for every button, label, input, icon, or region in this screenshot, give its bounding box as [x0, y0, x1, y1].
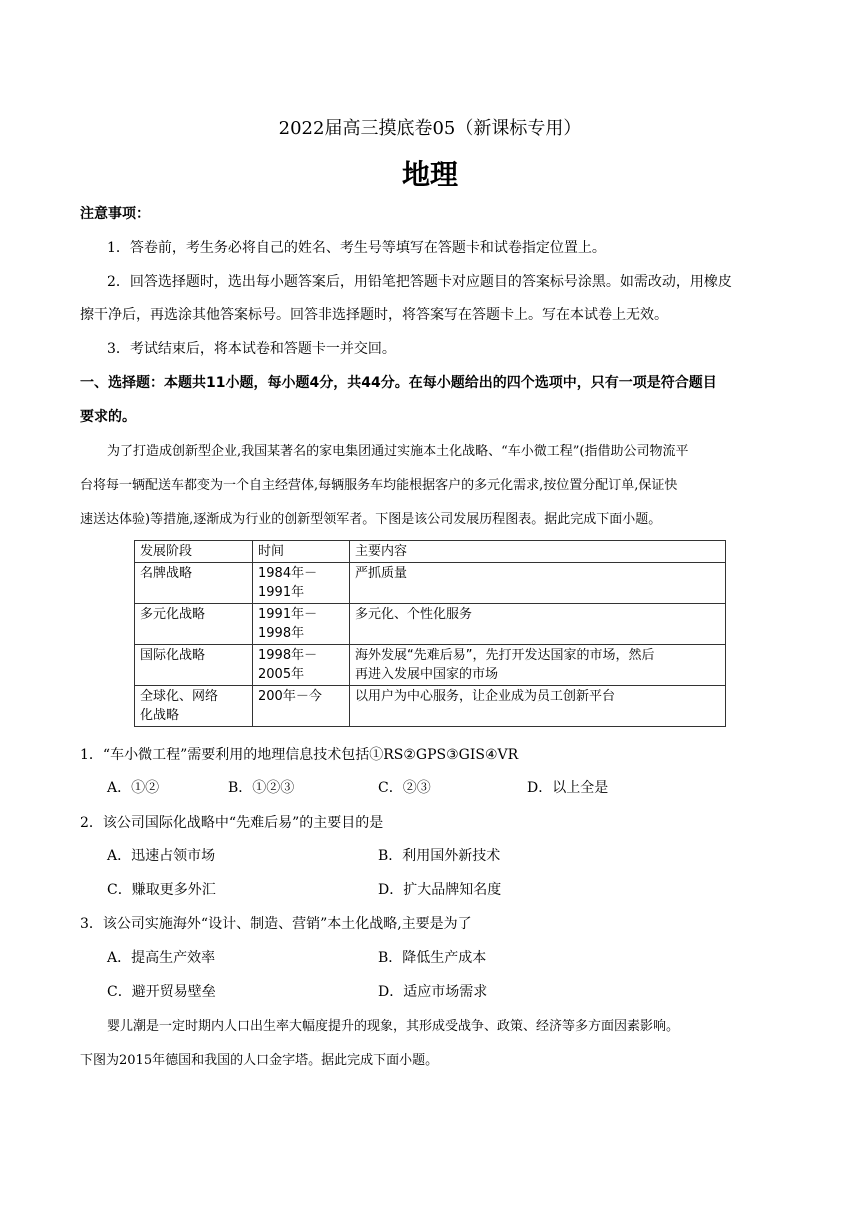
passage-2-line-1: 婴儿潮是一定时期内人口出生率大幅度提升的现象，其形成受战争、政策、经济等多方面因素影响。 — [107, 1019, 680, 1034]
table-cell-content: 多元化、个性化服务 — [350, 604, 726, 645]
passage-2-line-2: 下图为2015年德国和我国的人口金字塔。据此完成下面小题。 — [80, 1053, 439, 1068]
table-cell-stage: 全球化、网络 化战略 — [135, 686, 253, 727]
passage-1-line-1: 为了打造成创新型企业,我国某著名的家电集团通过实施本土化战略、“车小微工程”(指借助公司物流平 — [107, 444, 689, 459]
section-heading-line-1: 一、选择题：本题共11小题，每小题4分，共44分。在每小题给出的四个选项中，只有一项是符合题目 — [80, 375, 717, 391]
notice-heading: 注意事项： — [80, 206, 150, 222]
question-2-stem: 2．该公司国际化战略中“先难后易”的主要目的是 — [80, 815, 384, 831]
table-cell-time: 200年－今 — [253, 686, 350, 727]
notice-item-3: 3．考试结束后，将本试卷和答题卡一并交回。 — [107, 341, 396, 357]
question-2-option-d[interactable]: D．扩大品牌知名度 — [378, 882, 502, 898]
table-cell-stage: 名牌战略 — [135, 563, 253, 604]
table-cell-stage: 国际化战略 — [135, 645, 253, 686]
passage-1-line-3: 速送达体验)等措施,逐渐成为行业的创新型领军者。下图是该公司发展历程图表。据此完成下面小题。 — [80, 512, 662, 527]
table-row — [135, 645, 726, 686]
question-3-option-b[interactable]: B．降低生产成本 — [378, 950, 487, 966]
exam-title: 2022届高三摸底卷05（新课标专用） — [278, 118, 582, 139]
notice-item-2-line-1: 2．回答选择题时，选出每小题答案后，用铅笔把答题卡对应题目的答案标号涂黑。如需改动，用橡皮 — [107, 274, 732, 290]
table-header-cell: 主要内容 — [350, 541, 726, 563]
question-1-option-d[interactable]: D．以上全是 — [527, 780, 609, 796]
question-2-option-b[interactable]: B．利用国外新技术 — [378, 848, 501, 864]
question-1-option-c[interactable]: C．②③ — [378, 780, 431, 796]
passage-1-line-2: 台将每一辆配送车都变为一个自主经营体,每辆服务车均能根据客户的多元化需求,按位置分配订单,保证快 — [80, 478, 678, 493]
table-cell-time: 1984年－ 1991年 — [253, 563, 350, 604]
table-row — [135, 563, 726, 604]
table-cell-content: 严抓质量 — [350, 563, 726, 604]
question-3-option-d[interactable]: D．适应市场需求 — [378, 984, 488, 1000]
question-2-option-a[interactable]: A．迅速占领市场 — [107, 848, 216, 864]
table-cell-time: 1991年－ 1998年 — [253, 604, 350, 645]
question-3-stem: 3．该公司实施海外“设计、制造、营销”本土化战略,主要是为了 — [80, 916, 472, 932]
question-1-stem: 1．“车小微工程”需要利用的地理信息技术包括①RS②GPS③GIS④VR — [80, 747, 519, 763]
table-row — [135, 686, 726, 727]
section-heading-line-2: 要求的。 — [80, 409, 136, 425]
development-history-table — [134, 540, 726, 727]
question-1-option-b[interactable]: B．①②③ — [228, 780, 295, 796]
table-cell-stage: 多元化战略 — [135, 604, 253, 645]
question-2-option-c[interactable]: C．赚取更多外汇 — [107, 882, 216, 898]
table-cell-content: 海外发展“先难后易”，先打开发达国家的市场，然后 再进入发展中国家的市场 — [350, 645, 726, 686]
subject-title: 地理 — [401, 158, 458, 191]
question-3-option-a[interactable]: A．提高生产效率 — [107, 950, 216, 966]
table-row — [135, 604, 726, 645]
notice-item-2-line-2: 擦干净后，再选涂其他答案标号。回答非选择题时，将答案写在答题卡上。写在本试卷上无效。 — [80, 307, 668, 323]
table-header-row — [135, 541, 726, 563]
question-1-option-a[interactable]: A．①② — [107, 780, 160, 796]
table-header-cell: 时间 — [253, 541, 350, 563]
table-cell-time: 1998年－ 2005年 — [253, 645, 350, 686]
question-3-option-c[interactable]: C．避开贸易壁垒 — [107, 984, 216, 1000]
table-cell-content: 以用户为中心服务，让企业成为员工创新平台 — [350, 686, 726, 727]
table-header-cell: 发展阶段 — [135, 541, 253, 563]
notice-item-1: 1．答卷前，考生务必将自己的姓名、考生号等填写在答题卡和试卷指定位置上。 — [107, 240, 606, 256]
